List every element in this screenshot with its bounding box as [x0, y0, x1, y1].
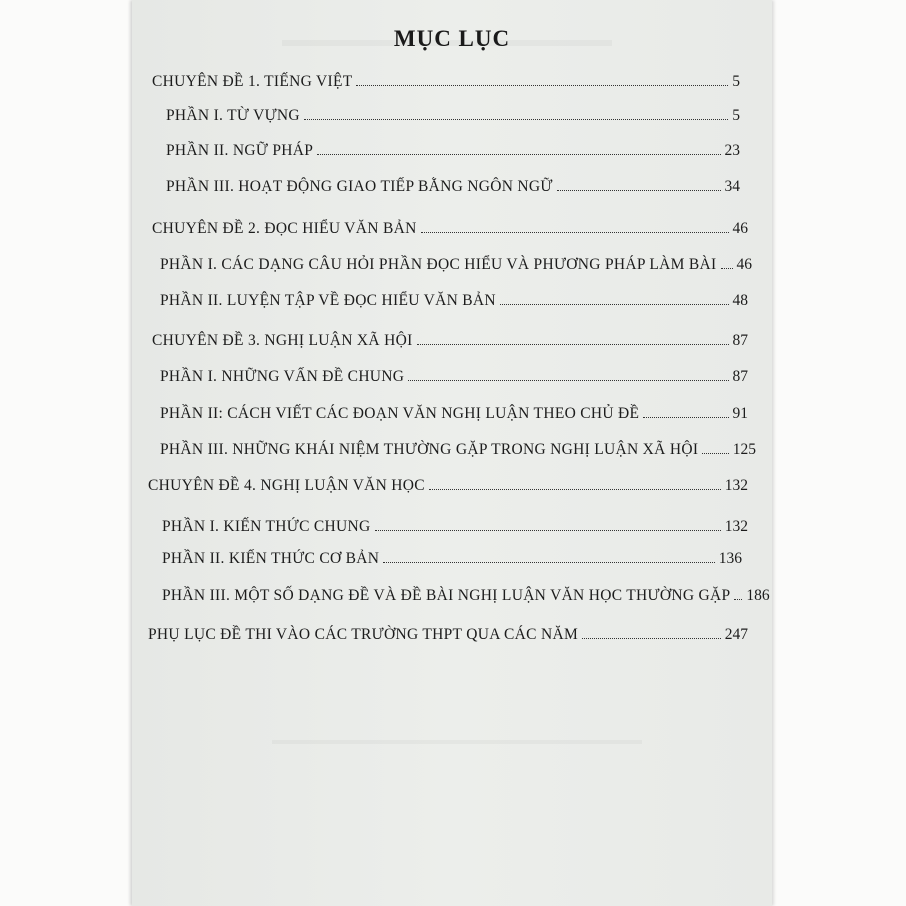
toc-entry-label: PHẦN II. KIẾN THỨC CƠ BẢN: [162, 550, 380, 567]
dot-leader: [304, 119, 728, 120]
toc-entry-page: 46: [736, 256, 752, 273]
toc-entry[interactable]: [148, 620, 748, 644]
book-page: [132, 0, 772, 906]
dot-leader: [702, 453, 728, 454]
toc-entry[interactable]: [160, 399, 748, 423]
toc-entry-label: PHẦN III. HOẠT ĐỘNG GIAO TIẾP BẰNG NGÔN NGỮ: [166, 178, 553, 195]
toc-entry-label: PHẦN III. MỘT SỐ DẠNG ĐỀ VÀ ĐỀ BÀI NGHỊ LUẬN VĂN HỌC THƯỜNG GẶP: [162, 587, 731, 604]
toc-entry[interactable]: [152, 326, 748, 350]
dot-leader: [557, 190, 721, 191]
toc-entry[interactable]: [166, 101, 740, 125]
toc-entry-page: 34: [724, 178, 740, 195]
toc-entry-label: PHẦN I. NHỮNG VẤN ĐỀ CHUNG: [160, 368, 405, 385]
dot-leader: [417, 344, 729, 345]
toc-entry-page: 186: [746, 587, 770, 604]
toc-entry-label: PHỤ LỤC ĐỀ THI VÀO CÁC TRƯỜNG THPT QUA CÁC NĂM: [148, 626, 579, 643]
toc-entry-page: 136: [718, 550, 742, 567]
dot-leader: [721, 268, 733, 269]
dot-leader: [408, 380, 728, 381]
toc-entry-page: 87: [732, 368, 748, 385]
dot-leader: [356, 85, 728, 86]
dot-leader: [421, 232, 729, 233]
toc-entry-page: 91: [732, 405, 748, 422]
toc-entry-page: 87: [732, 332, 748, 349]
toc-entry-label: PHẦN III. NHỮNG KHÁI NIỆM THƯỜNG GẶP TRONG NGHỊ LUẬN XÃ HỘI: [160, 441, 699, 458]
toc-entry[interactable]: [160, 286, 748, 310]
toc-entry[interactable]: [152, 67, 740, 91]
toc-entry-page: 125: [732, 441, 756, 458]
dot-leader: [643, 417, 728, 418]
dot-leader: [734, 599, 742, 600]
toc-entry-page: 5: [732, 107, 740, 124]
toc-entry-label: PHẦN I. KIẾN THỨC CHUNG: [162, 518, 371, 535]
toc-entry-label: CHUYÊN ĐỀ 3. NGHỊ LUẬN XÃ HỘI: [152, 332, 413, 349]
toc-entry-label: CHUYÊN ĐỀ 2. ĐỌC HIỂU VĂN BẢN: [152, 220, 417, 237]
toc-entry[interactable]: [152, 214, 748, 238]
toc-entry[interactable]: [166, 136, 740, 160]
toc-entry-page: 23: [724, 142, 740, 159]
toc-entry-label: PHẦN I. TỪ VỰNG: [166, 107, 300, 124]
toc-entry-label: PHẦN II. NGỮ PHÁP: [166, 142, 314, 159]
toc-entry-label: CHUYÊN ĐỀ 4. NGHỊ LUẬN VĂN HỌC: [148, 477, 425, 494]
toc-entry-page: 132: [724, 518, 748, 535]
toc-entry[interactable]: [162, 544, 742, 568]
dot-leader: [582, 638, 721, 639]
toc-entry[interactable]: [160, 362, 748, 386]
toc-entry[interactable]: [160, 435, 756, 459]
dot-leader: [375, 530, 721, 531]
toc-entry[interactable]: [160, 250, 752, 274]
page-title: MỤC LỤC: [393, 26, 511, 51]
toc-entry-page: 247: [724, 626, 748, 643]
toc-entry-label: PHẦN II: CÁCH VIẾT CÁC ĐOẠN VĂN NGHỊ LUẬN THEO CHỦ ĐỀ: [160, 405, 640, 422]
toc-entry-page: 46: [732, 220, 748, 237]
toc-entry[interactable]: [162, 581, 770, 605]
toc-entry-page: 5: [732, 73, 740, 90]
toc-entry-label: PHẦN I. CÁC DẠNG CÂU HỎI PHẦN ĐỌC HIỂU VÀ PHƯƠNG PHÁP LÀM BÀI: [160, 256, 717, 273]
toc-entry[interactable]: [166, 172, 740, 196]
dot-leader: [429, 489, 721, 490]
dot-leader: [383, 562, 714, 563]
dot-leader: [317, 154, 720, 155]
toc-entry-page: 132: [724, 477, 748, 494]
toc-entry[interactable]: [162, 512, 748, 536]
toc-entry-label: PHẦN II. LUYỆN TẬP VỀ ĐỌC HIỂU VĂN BẢN: [160, 292, 496, 309]
toc-entry[interactable]: [148, 471, 748, 495]
dot-leader: [500, 304, 729, 305]
toc-entry-page: 48: [732, 292, 748, 309]
show-through-texture: [272, 740, 642, 744]
toc-entry-label: CHUYÊN ĐỀ 1. TIẾNG VIỆT: [152, 73, 353, 90]
